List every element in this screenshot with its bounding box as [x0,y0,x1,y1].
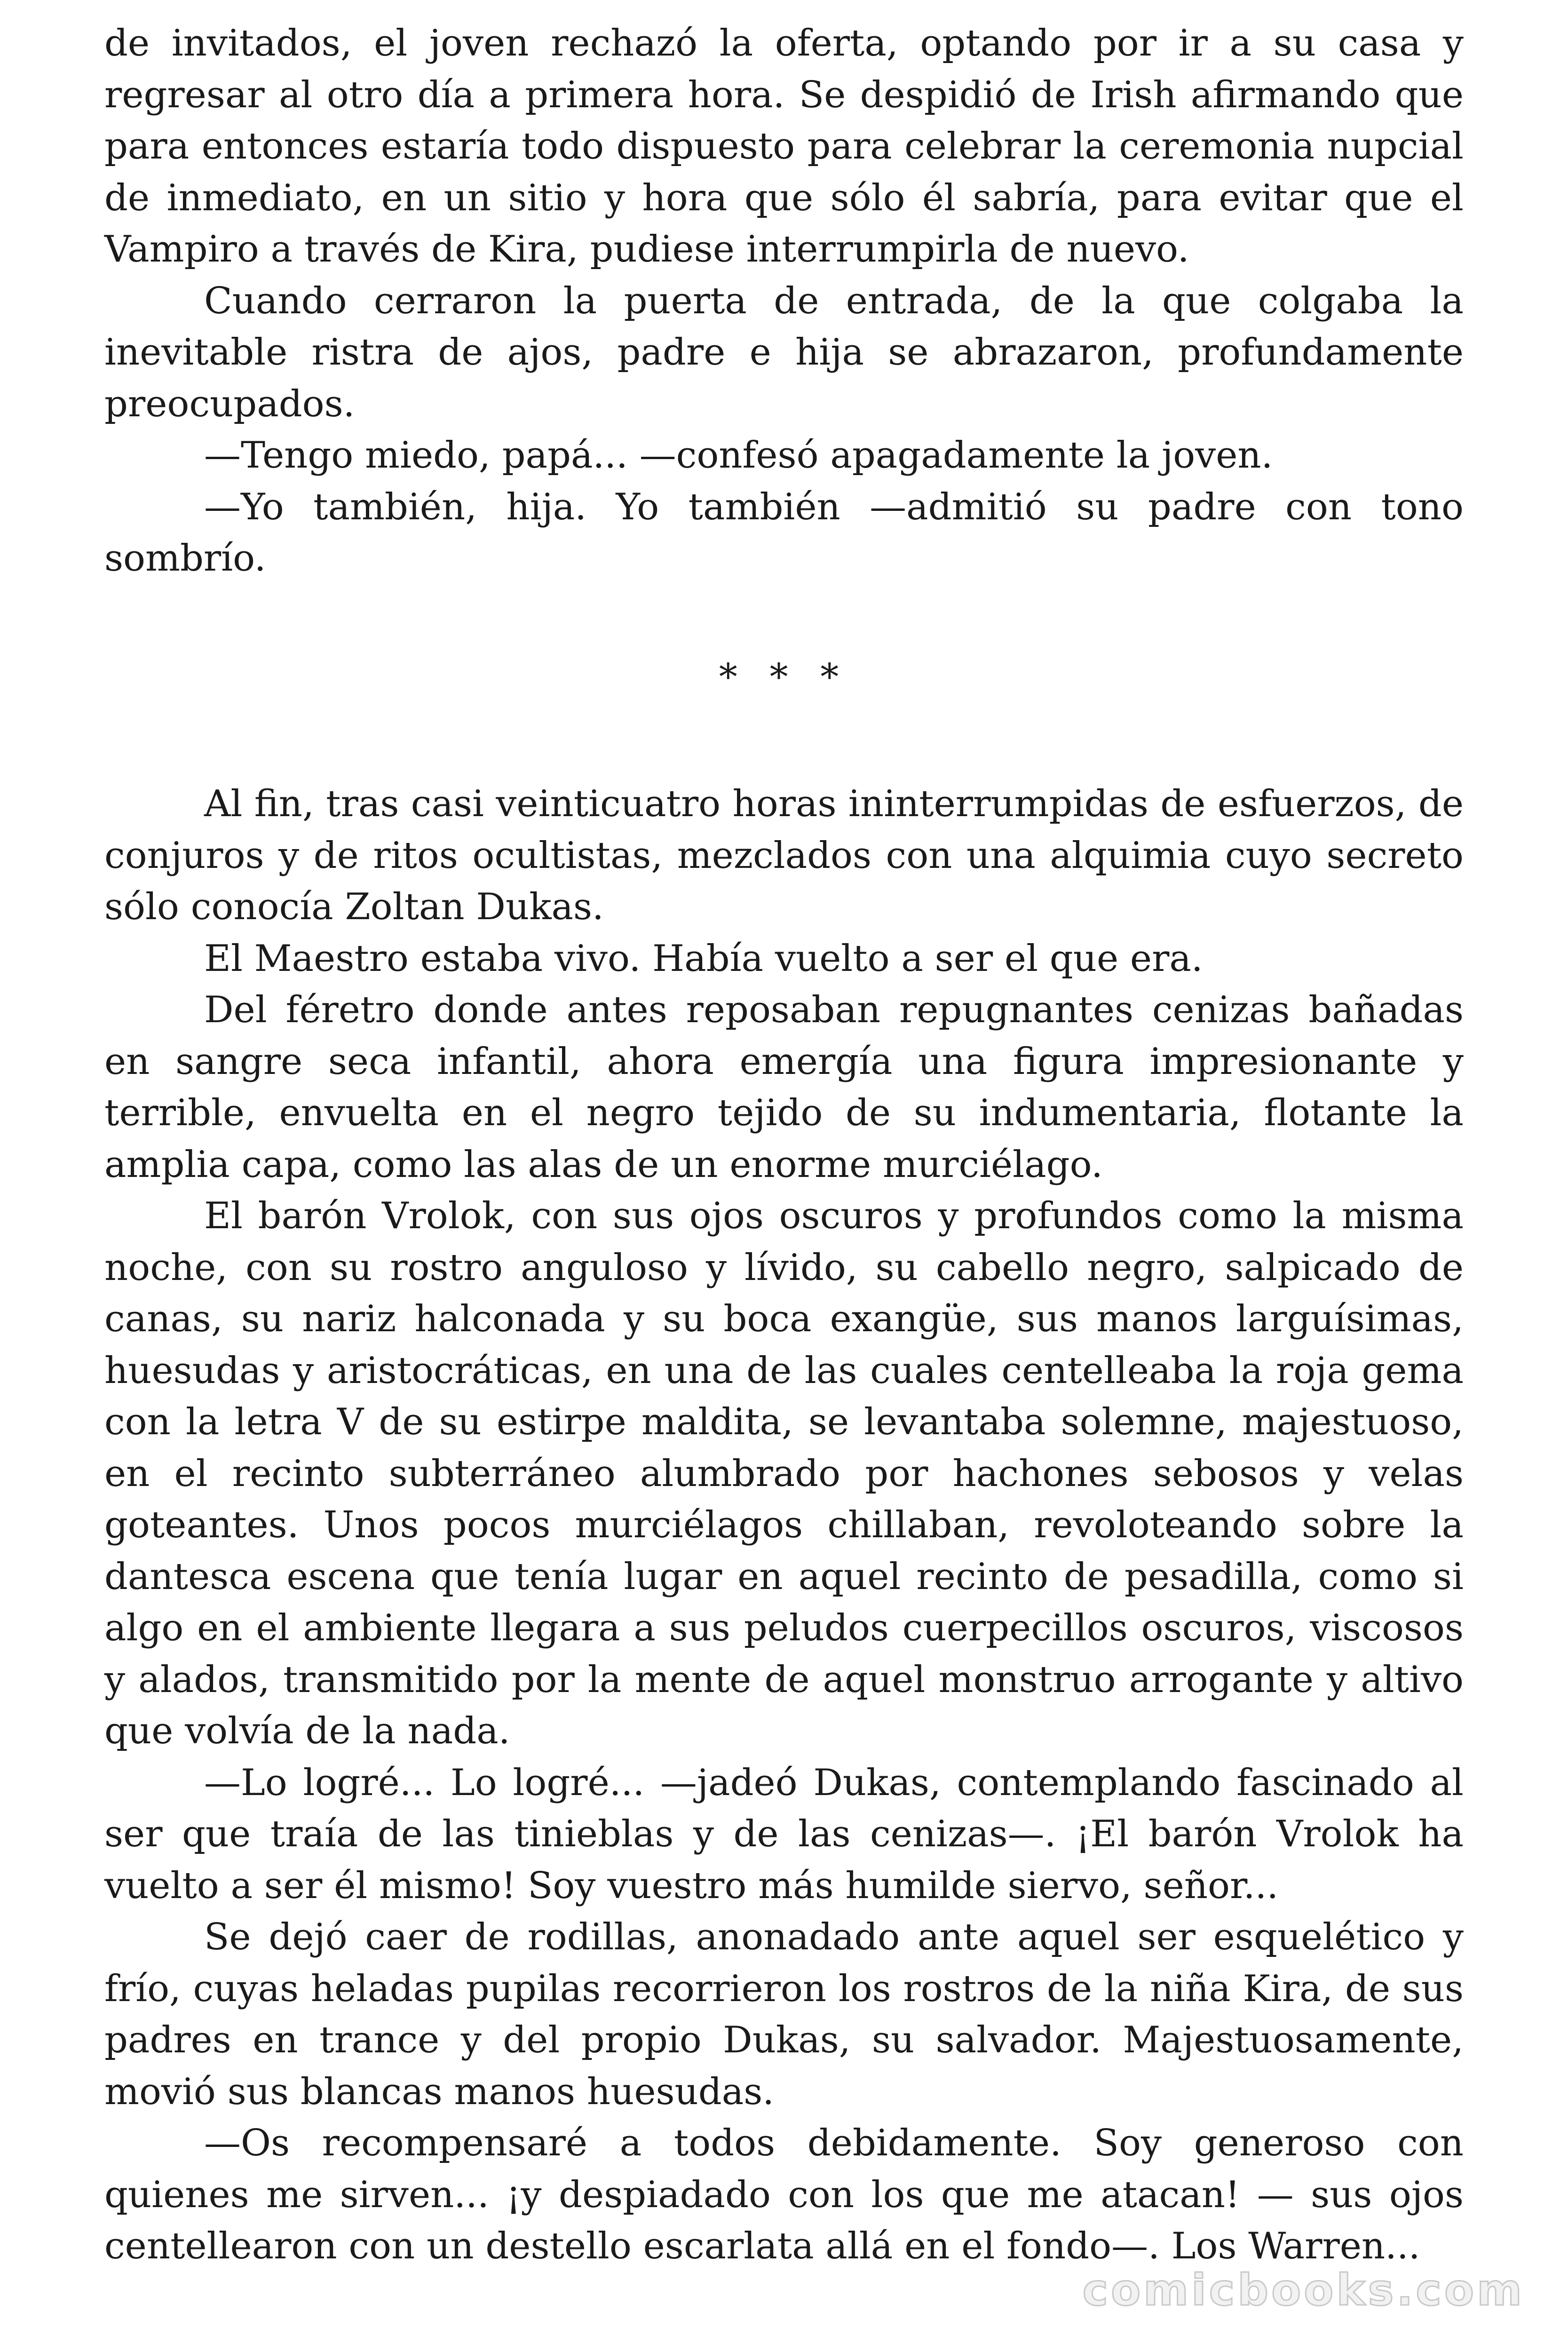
scene-break: * * * [719,656,849,699]
paragraph: Del féretro donde antes reposaban repugnantes cenizas bañadas en sangre seca infantil, ahora emergía una figura impresionante y terrible, envuelta en el negro tejido de su indumentaria, flotante la amplia capa, como las alas de un enorme murciélago. [104,989,1464,1186]
paragraph: El barón Vrolok, con sus ojos oscuros y profundos como la misma noche, con su rostro anguloso y lívido, su cabello negro, salpicado de canas, su nariz halconada y su boca exangüe, sus manos larguísimas, huesudas y aristocráticas, en una de las cuales centelleaba la roja gema con la letra V de su estirpe maldita, se levantaba solemne, majestuoso, en el recinto subterráneo alumbrado por hachones sebosos y velas goteantes. Unos pocos murciélagos chillaban, revoloteando sobre la dantesca escena que tenía lugar en aquel recinto de pesadilla, como si algo en el ambiente llegara a sus peludos cuerpecillos oscuros, viscosos y alados, transmitido por la mente de aquel monstruo arrogante y altivo que volvía de la nada. [104,1195,1464,1752]
watermark-logo: comicbooks.com [1082,2265,1525,2315]
text-block-bottom [104,779,1464,2273]
paragraph: —Os recompensaré a todos debidamente. Soy generoso con quienes me sirven... ¡y despiadado con los que me atacan! — sus ojos centellearon con un destello escarlata allá en el fondo—. Los Warren... [104,2122,1464,2267]
paragraph: Se dejó caer de rodillas, anonadado ante aquel ser esquelético y frío, cuyas heladas pupilas recorrieron los rostros de la niña Kira, de sus padres en trance y del propio Dukas, su salvador. Majestuosamente, movió sus blancas manos huesudas. [104,1916,1464,2113]
paragraph: El Maestro estaba vivo. Había vuelto a ser el que era. [204,937,1203,980]
paragraph: de invitados, el joven rechazó la oferta, optando por ir a su casa y regresar al otro día a primera hora. Se despidió de Irish afirmando que para entonces estaría todo dispuesto para celebrar la ceremonia nupcial de inmediato, en un sitio y hora que sólo él sabría, para evitar que el Vampiro a través de Kira, pudiese interrumpirla de nuevo. [104,22,1464,270]
paragraph: —Lo logré... Lo logré... —jadeó Dukas, contemplando fascinado al ser que traía de las tinieblas y de las cenizas—. ¡El barón Vrolok ha vuelto a ser él mismo! Soy vuestro más humilde siervo, señor... [104,1761,1464,1907]
paragraph: Al fin, tras casi veinticuatro horas ininterrumpidas de esfuerzos, de conjuros y de ritos ocultistas, mezclados con una alquimia cuyo secreto sólo conocía Zoltan Dukas. [104,783,1464,928]
paragraph: —Tengo miedo, papá... —confesó apagadamente la joven. [204,434,1273,477]
paragraph: —Yo también, hija. Yo también —admitió su padre con tono sombrío. [104,485,1464,580]
paragraph: Cuando cerraron la puerta de entrada, de la que colgaba la inevitable ristra de ajos, padre e hija se abrazaron, profundamente preocupados. [104,279,1464,425]
text-block-top [104,18,1464,585]
